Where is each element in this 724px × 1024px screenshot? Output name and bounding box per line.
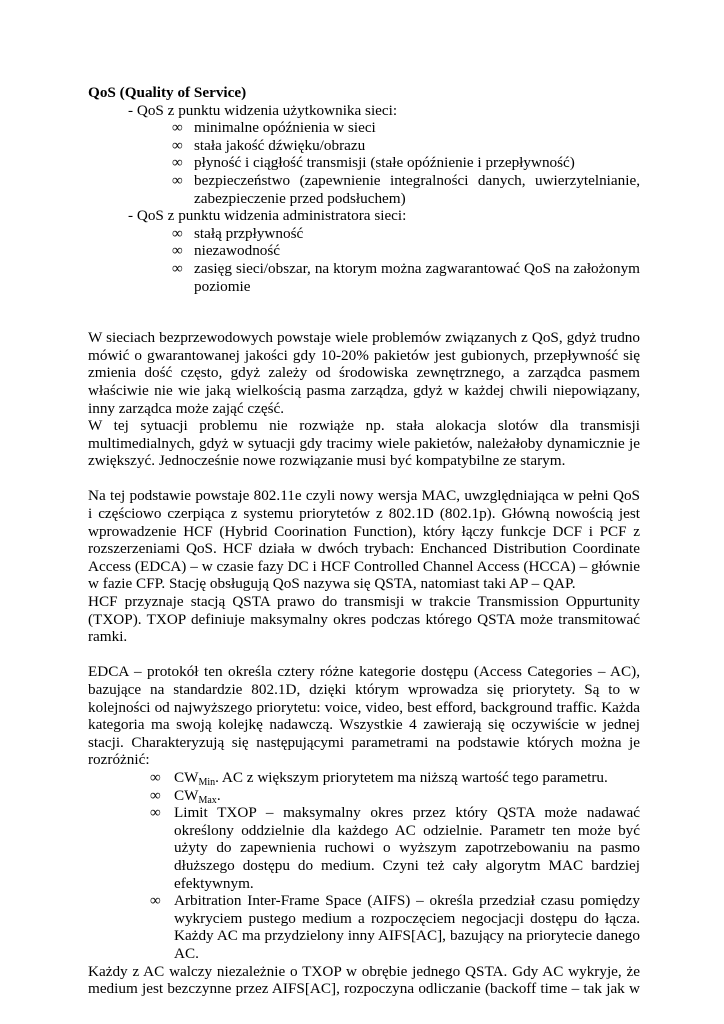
paragraph-wireless-problems: W sieciach bezprzewodowych powstaje wiele problemów związanych z QoS, gdyż trudno mówić o gwarantowanej jakości gdy 10-20% pakietów jest gubionych, przepływność się zmienia dość często, gdyż zależy od środowiska zewnętrznego, a zarządca pasmem właściwie nie wie jaką wielkością pasma zarządza, gdyż w każdej chwili niepowiązany, inny zarządca może zająć część. [88,329,640,417]
infinity-bullet-icon: ∞ [150,804,161,822]
infinity-bullet-icon: ∞ [172,136,183,154]
infinity-bullet-icon: ∞ [172,242,183,260]
infinity-bullet-icon: ∞ [150,768,161,786]
list-item: ∞ stała jakość dźwięku/obrazu [172,136,366,154]
infinity-bullet-icon: ∞ [150,786,161,804]
list-item: ∞ minimalne opóźnienia w sieci [172,119,376,137]
list-item: ∞ zasięg sieci/obszar, na ktorym można zagwarantować QoS na założonym poziomie [172,259,640,295]
paragraph-slot-allocation: W tej sytuacji problemu nie rozwiąże np. stała alokacja slotów dla transmisji multimedialnych, gdyż w sytuacji gdy tracimy wiele pakietów, należałoby dynamicznie je zwiększyć. Jednocześnie nowe rozwiązanie musi być kompatybilne ze starym. [88,417,640,470]
paragraph-txop: HCF przyznaje stacją QSTA prawo do transmisji w trakcie Transmission Oppurtunity (TXOP). TXOP definiuje maksymalny okres podczas którego QSTA może transmitować ramki. [88,593,640,646]
list-item: ∞ Arbitration Inter-Frame Space (AIFS) – określa przedział czasu pomiędzy wykryciem pustego medium a rozpoczęciem negocjacji dostępu do łącza. Każdy AC ma przydzielony inny AIFS[AC], bazujący na priorytecie danego AC. [150,892,640,962]
infinity-bullet-icon: ∞ [172,119,183,137]
list-item: ∞ niezawodność [172,242,281,260]
paragraph-ac-contention: Każdy z AC walczy niezależnie o TXOP w obrębie jednego QSTA. Gdy AC wykryje, że medium jest bezczynne przez AIFS[AC], rozpoczyna odliczanie (backoff time – tak jak w [88,962,640,998]
list-item: ∞ Limit TXOP – maksymalny okres przez który QSTA może nadawać określony oddzielnie dla każdego AC odzielnie. Parametr ten może być użyty do zapewnienia ruchowi o wyższym zapotrzebowaniu na pasmo dłuższego dostępu do medium. Czyni też cały algorytm MAC bardziej efektywnym. [150,804,640,892]
infinity-bullet-icon: ∞ [172,224,183,242]
paragraph-edca: EDCA – protokół ten określa cztery różne kategorie dostępu (Access Categories – AC), bazujące na standardzie 802.1D, dzięki którym wprowadza się priorytety. Są to w kolejności od najwyższego priorytetu: voice, video, best efford, background traffic. Każda kategoria ma swoją kolejkę nadawczą. Wszystkie 4 zawierają się oczywiście w jednej stacji. Charakteryzują się następującymi parametrami na podstawie których można je rozróżnić: [88,663,640,769]
document-page [88,84,640,998]
user-view-list [88,119,640,207]
user-view-heading: - QoS z punktu widzenia użytkownika sieci: [128,101,398,119]
edca-parameter-list [88,769,640,963]
list-item: ∞ stałą przpływność [172,224,304,242]
admin-view-heading: - QoS z punktu widzenia administratora sieci: [128,207,407,225]
infinity-bullet-icon: ∞ [172,259,183,277]
list-item: ∞ $CW_{Min}$. AC z większym priorytetem ma niższą wartość tego parametru. [150,768,608,788]
infinity-bullet-icon: ∞ [172,154,183,172]
infinity-bullet-icon: ∞ [150,892,161,910]
list-item: ∞ płyność i ciągłość transmisji (stałe opóźnienie i przepływność) [172,154,575,172]
infinity-bullet-icon: ∞ [172,171,183,189]
section-title: QoS (Quality of Service) [88,84,247,101]
list-item: ∞ bezpieczeństwo (zapewnienie integralności danych, uwierzytelnianie, zabezpieczenie przed podsłuchem) [172,171,640,207]
admin-view-list [88,225,640,295]
list-item: ∞ $CW_{Max}$. [150,786,221,806]
paragraph-80211e: Na tej podstawie powstaje 802.11e czyli nowy wersja MAC, uwzględniająca w pełni QoS i częściowo czerpiąca z systemu priorytetów z 802.1D (802.1p). Główną nowością jest wprowadzenie HCF (Hybrid Coorination Function), który łączy funkcje DCF i PCF z rozszerzeniami QoS. HCF działa w dwóch trybach: Enchanced Distribution Coordinate Access (EDCA) – w czasie fazy DC i HCF Controlled Channel Access (HCCA) – głównie w fazie CFP. Stację obsługują QoS nazywa się QSTA, natomiast taki AP – QAP. [88,487,640,593]
